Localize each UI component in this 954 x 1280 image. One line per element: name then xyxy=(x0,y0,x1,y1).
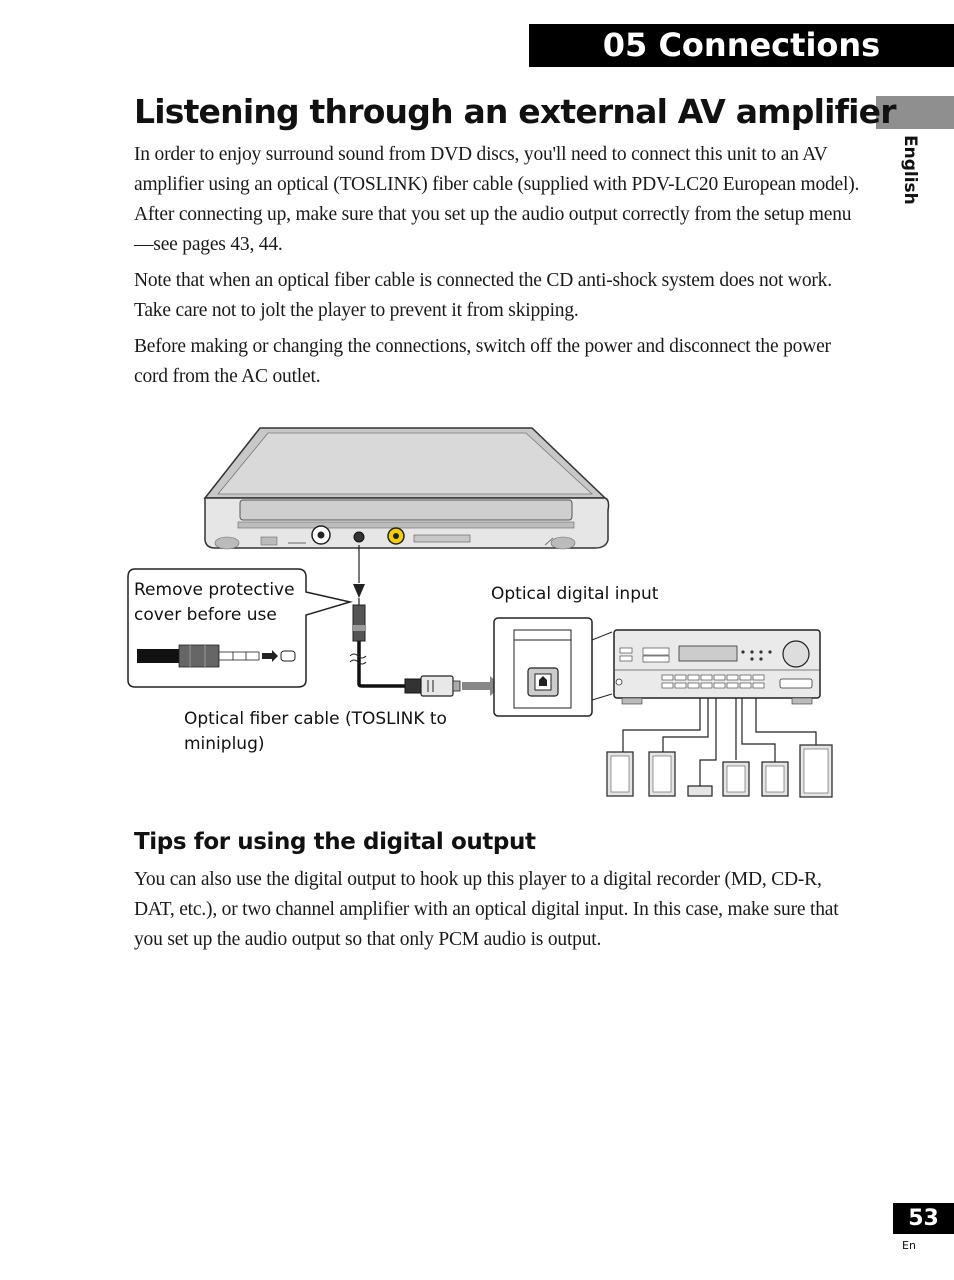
callout-text: Remove protective cover before use xyxy=(134,580,295,625)
tips-heading: Tips for using the digital output xyxy=(134,829,536,855)
page-language: En xyxy=(902,1239,916,1252)
note-paragraph: Note that when an optical fiber cable is connected the CD anti-shock system does not work. Take care not to jolt the player to prevent it from skipping. xyxy=(134,270,832,321)
chapter-header: 05 Connections xyxy=(529,24,954,67)
optical-cable xyxy=(350,545,502,696)
page-title: Listening through an external AV amplifier xyxy=(134,92,896,131)
language-tab-label: English xyxy=(900,135,920,205)
protective-cap-icon xyxy=(281,651,295,661)
intro-paragraph: In order to enjoy surround sound from DVD discs, you'll need to connect this unit to an AV amplifier using an optical (TOSLINK) fiber cable (supplied with PDV-LC20 European model). After connecting up, make sure that you set up the audio output correctly from the setup menu—see pages 43, 44. xyxy=(134,144,860,255)
av-receiver-illustration xyxy=(614,630,820,704)
speaker-icons xyxy=(607,745,832,797)
cable-label: Optical fiber cable (TOSLINK to miniplug) xyxy=(184,709,447,754)
dvd-player-illustration xyxy=(205,428,609,549)
optical-input-label: Optical digital input xyxy=(491,584,659,604)
optical-out-jack-icon xyxy=(354,532,364,542)
page-number: 53 xyxy=(893,1203,954,1234)
optical-input-panel xyxy=(494,618,612,716)
warning-paragraph: Before making or changing the connections, switch off the power and disconnect the power cord from the AC outlet. xyxy=(134,336,831,387)
volume-knob-icon xyxy=(783,641,809,667)
tips-paragraph: You can also use the digital output to hook up this player to a digital recorder (MD, CD-R, DAT, etc.), or two channel amplifier with an optical digital input. In this case, make sure that you set up the audio output so that only PCM audio is output. xyxy=(134,869,839,950)
